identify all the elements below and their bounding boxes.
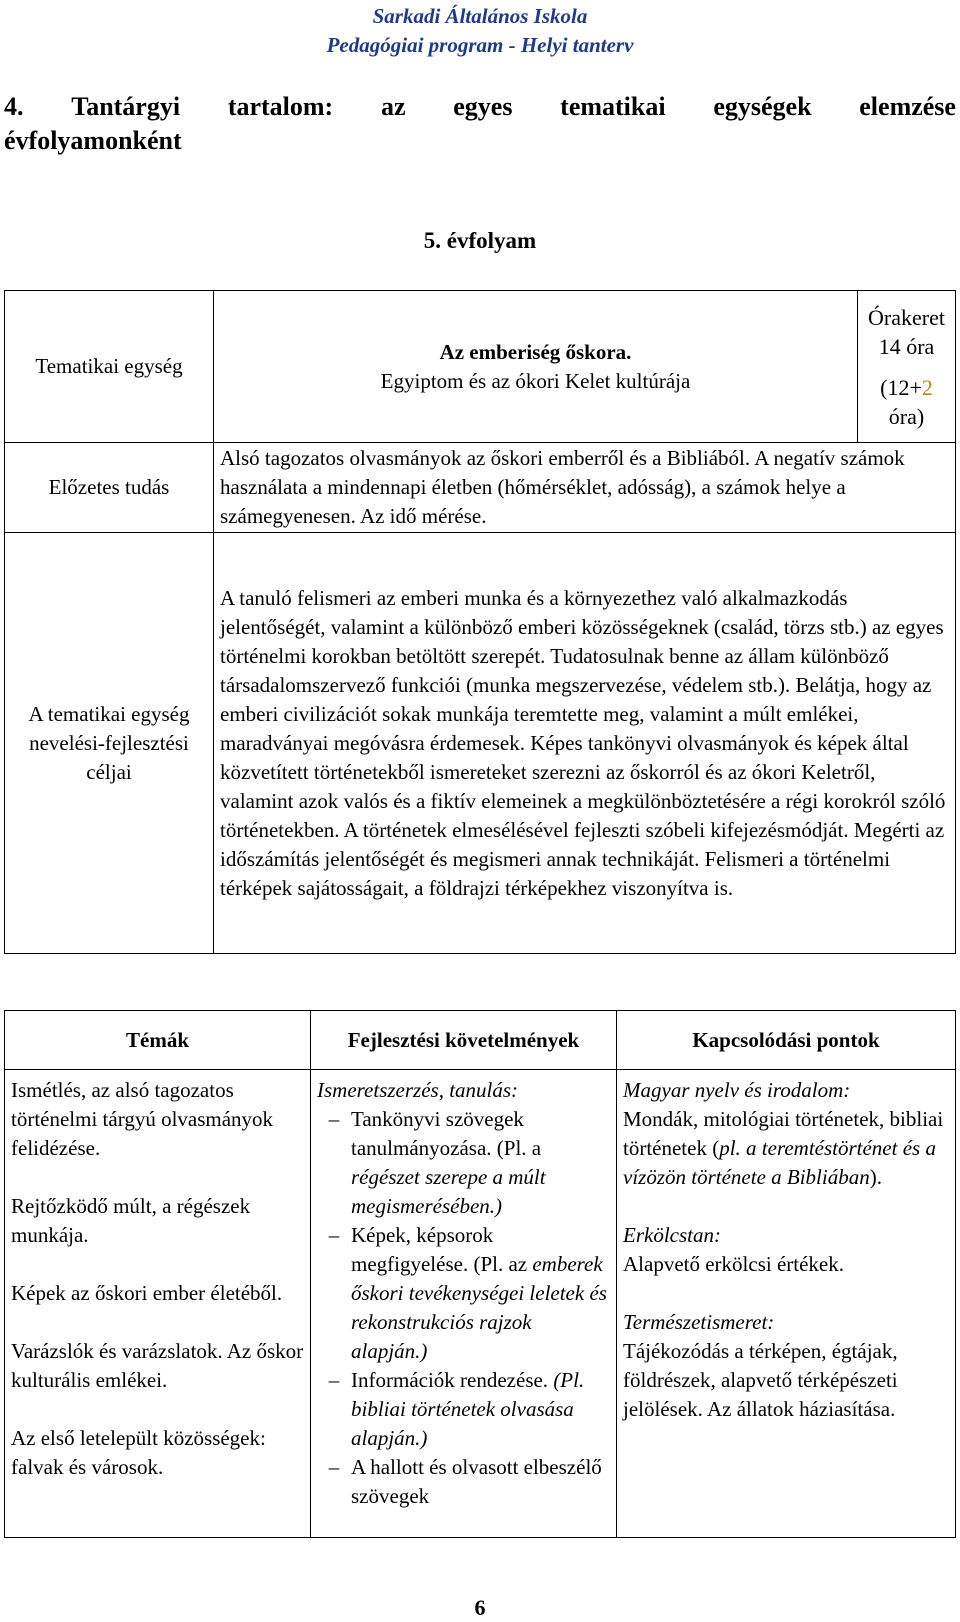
requirement-item: – Információk rendezése. (Pl. bibliai történetek olvasása alapján.) bbox=[317, 1366, 610, 1453]
hours-label: Órakeret bbox=[868, 304, 945, 330]
label-goals: A tematikai egység nevelési-fejlesztési céljai bbox=[5, 533, 214, 954]
topic-item: Rejtőzködő múlt, a régészek munkája. bbox=[11, 1194, 251, 1247]
hours-value: 14 óra bbox=[878, 333, 935, 359]
requirement-item: – A hallott és olvasott elbeszélő szövegek bbox=[317, 1453, 610, 1511]
hours-extra: 2 bbox=[921, 374, 933, 400]
hours-breakdown: (12+2 bbox=[880, 374, 933, 400]
header-school: Sarkadi Általános Iskola bbox=[372, 4, 588, 28]
section-heading-word: tartalom: bbox=[227, 92, 334, 121]
link-subject-text: Mondák, mitológiai történetek, bibliai történetek (pl. a teremtéstörténet és a vízözön története a Bibliában). bbox=[623, 1107, 944, 1189]
requirement-item: – Tankönyvi szövegek tanulmányozása. (Pl. a régészet szerepe a múlt megismerésében.) bbox=[317, 1105, 610, 1221]
hours-cell bbox=[858, 291, 956, 443]
header-links: Kapcsolódási pontok bbox=[617, 1011, 956, 1070]
requirements-heading: Ismeretszerzés, tanulás: bbox=[317, 1078, 519, 1102]
unit-table bbox=[4, 290, 956, 954]
dash-bullet: – bbox=[328, 1107, 340, 1131]
grade-title: 5. évfolyam bbox=[423, 228, 537, 253]
topic-item: Ismétlés, az alsó tagozatos történelmi tárgyú olvasmányok felidézése. bbox=[11, 1078, 274, 1160]
unit-title-line1: Az emberiség őskora. bbox=[439, 339, 632, 364]
section-heading-word: egyes bbox=[453, 92, 513, 121]
section-heading-word: 4. bbox=[4, 92, 24, 121]
unit-title bbox=[214, 291, 858, 443]
link-subject-text: Alapvető erkölcsi értékek. bbox=[623, 1252, 844, 1276]
section-heading-word: tematikai bbox=[560, 92, 666, 121]
topic-item: Képek az őskori ember életéből. bbox=[11, 1281, 283, 1305]
requirements-cell bbox=[311, 1070, 617, 1538]
link-subject-heading: Magyar nyelv és irodalom: bbox=[623, 1078, 851, 1102]
topic-item: Az első letelepült közösségek: falvak és városok. bbox=[11, 1426, 266, 1479]
unit-title-line2: Egyiptom és az ókori Kelet kultúrája bbox=[380, 368, 691, 393]
section-heading-word: az bbox=[380, 92, 406, 121]
section-heading-word: egységek bbox=[713, 92, 812, 121]
section-heading-word: elemzése bbox=[859, 92, 956, 121]
section-heading-word: Tantárgyi bbox=[71, 92, 181, 121]
topics-cell bbox=[5, 1070, 311, 1538]
link-subject-heading: Természetismeret: bbox=[623, 1310, 775, 1334]
page-number: 6 bbox=[474, 1595, 486, 1620]
label-prior: Előzetes tudás bbox=[5, 443, 214, 533]
link-subject-heading: Erkölcstan: bbox=[623, 1223, 721, 1247]
dash-bullet: – bbox=[328, 1455, 340, 1479]
header-document: Pedagógiai program - Helyi tanterv bbox=[326, 33, 634, 57]
topic-item: Varázslók és varázslatok. Az őskor kulturális emlékei. bbox=[11, 1339, 304, 1392]
dash-bullet: – bbox=[328, 1223, 340, 1247]
hours-unit: óra) bbox=[888, 403, 925, 429]
link-subject-text: Tájékozódás a térképen, égtájak, földrészek, alapvető térképészeti jelölések. Az állatok háziasítása. bbox=[623, 1339, 898, 1421]
header-requirements: Fejlesztési követelmények bbox=[311, 1011, 617, 1070]
header-topics: Témák bbox=[5, 1011, 311, 1070]
prior-knowledge: Alsó tagozatos olvasmányok az őskori emberről és a Bibliából. A negatív számok használata a mindennapi életben (hőmérséklet, adósság), a számok helye a számegyenesen. Az idő mérése. bbox=[214, 443, 956, 533]
section-heading bbox=[4, 90, 956, 158]
label-unit: Tematikai egység bbox=[5, 291, 214, 443]
topics-table bbox=[4, 1010, 956, 1538]
goals-text: A tanuló felismeri az emberi munka és a környezethez való alkalmazkodás jelentőségét, valamint a különböző emberi közösségeknek (család, törzs stb.) az egyes történelmi korokban betöltött szerepét. Tudatosulnak benne az állam különböző társadalomszervező funkciói (munka megszervezése, védelem stb.). Belátja, hogy az emberi civilizációt sokak munkája teremtette meg, valamint a múlt emlékei, maradványai megóvásra érdemesek. Képes tankönyvi olvasmányok és képek által közvetített történetekből ismereteket szerezni az őskorról és az ókori Keletről, valamint azok valós és a fiktív elemeinek a megkülönböztetésére a régi korokról szóló történetekben. A történetek elmesélésével fejleszti szóbeli kifejezésmódját. Megérti az időszámítás jelentőségét és megismeri annak technikáját. Felismeri a történelmi térképek sajátosságait, a földrajzi térképekhez viszonyítva is. bbox=[214, 533, 956, 954]
section-heading-line1 bbox=[4, 90, 956, 124]
dash-bullet: – bbox=[328, 1368, 340, 1392]
requirement-item: – Képek, képsorok megfigyelése. (Pl. az emberek őskori tevékenységei leletek és rekonstrukciós rajzok alapján.) bbox=[317, 1221, 610, 1366]
section-heading-line2: évfolyamonként bbox=[4, 126, 182, 155]
links-cell bbox=[617, 1070, 956, 1538]
